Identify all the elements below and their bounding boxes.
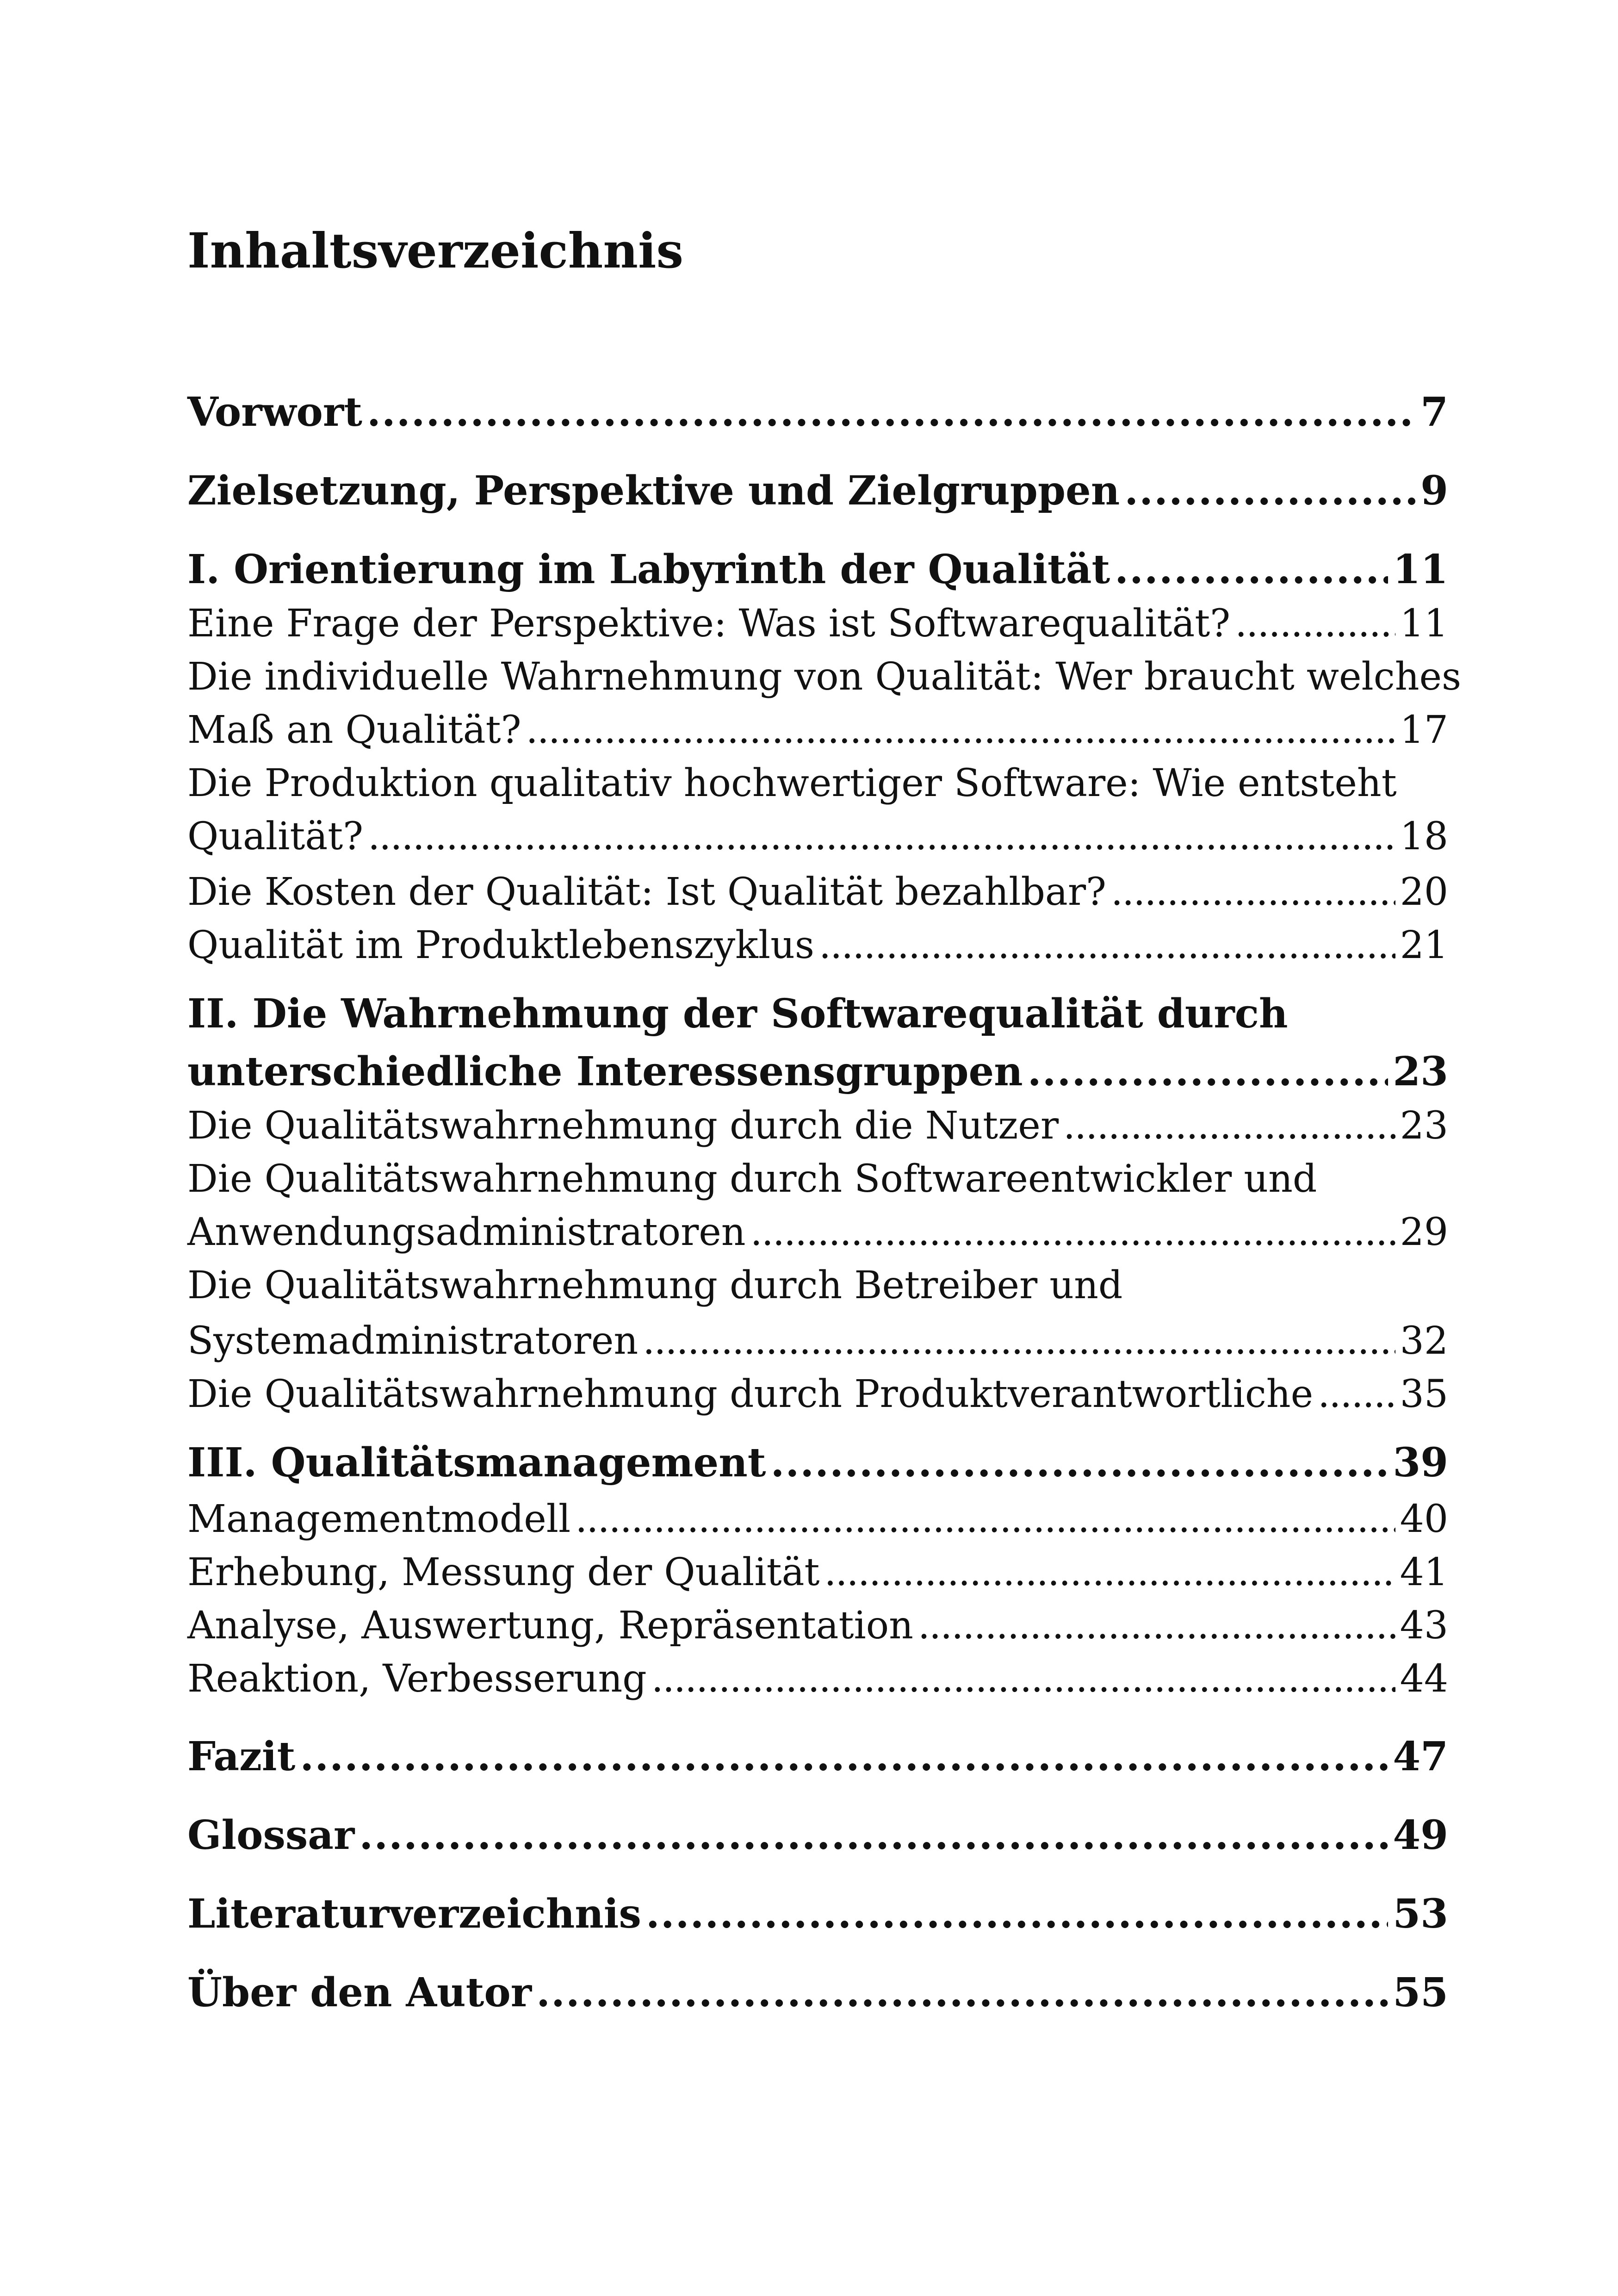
toc-page-number: 21 — [1400, 923, 1448, 967]
toc-chapter-entry — [187, 546, 1448, 593]
toc-page-number: 41 — [1400, 1550, 1448, 1594]
toc-page-number: 44 — [1400, 1657, 1448, 1701]
toc-entry-title: Glossar — [187, 1812, 355, 1859]
toc-page-number: 47 — [1393, 1733, 1448, 1780]
toc-entry-title: Qualität? — [187, 815, 364, 859]
toc-entry-title: Erhebung, Messung der Qualität — [187, 1550, 820, 1594]
toc-page-number: 39 — [1393, 1439, 1448, 1486]
toc-section-entry — [187, 1372, 1448, 1416]
toc-chapter-entry — [187, 389, 1448, 436]
dot-leader — [819, 923, 1395, 967]
dot-leader — [368, 815, 1395, 859]
toc-section-entry — [187, 1550, 1448, 1594]
dot-leader — [1111, 870, 1395, 914]
dot-leader — [643, 1319, 1395, 1363]
toc-section-entry — [187, 815, 1448, 859]
toc-page-number: 11 — [1393, 546, 1448, 593]
dot-leader — [824, 1550, 1395, 1594]
toc-section-entry — [187, 1157, 1448, 1201]
toc-entry-title: Anwendungsadministratoren — [187, 1210, 746, 1254]
toc-entry-title: II. Die Wahrnehmung der Softwarequalität durch — [187, 990, 1288, 1037]
dot-leader — [646, 1891, 1388, 1937]
toc-page-number: 43 — [1400, 1604, 1448, 1648]
dot-leader — [1235, 602, 1395, 646]
toc-page-number: 9 — [1420, 467, 1448, 514]
toc-chapter-entry — [187, 1048, 1448, 1095]
dot-leader — [1028, 1048, 1389, 1095]
toc-section-entry — [187, 655, 1462, 699]
toc-entry-title: III. Qualitätsmanagement — [187, 1439, 766, 1486]
toc-section-entry — [187, 1210, 1448, 1254]
toc-entry-title: Die individuelle Wahrnehmung von Qualität: Wer braucht welches — [187, 655, 1462, 699]
toc-chapter-entry — [187, 1969, 1448, 2016]
dot-leader — [367, 389, 1416, 436]
toc-entry-title: unterschiedliche Interessensgruppen — [187, 1048, 1023, 1095]
toc-chapter-entry — [187, 1891, 1448, 1937]
toc-entry-title: Fazit — [187, 1733, 296, 1780]
toc-page-number: 35 — [1400, 1372, 1448, 1416]
dot-leader — [536, 1969, 1388, 2016]
toc-entry-title: Maß an Qualität? — [187, 708, 521, 752]
toc-chapter-entry — [187, 1812, 1448, 1859]
dot-leader — [1318, 1372, 1395, 1416]
dot-leader — [526, 708, 1395, 752]
toc-entry-title: Literaturverzeichnis — [187, 1891, 641, 1937]
toc-chapter-entry — [187, 990, 1448, 1037]
toc-section-entry — [187, 1657, 1448, 1701]
toc-entry-title: Systemadministratoren — [187, 1319, 639, 1363]
toc-entry-title: Über den Autor — [187, 1969, 532, 2016]
dot-leader — [359, 1812, 1388, 1859]
toc-entry-title: Reaktion, Verbesserung — [187, 1657, 647, 1701]
toc-page-number: 20 — [1400, 870, 1448, 914]
toc-page-number: 17 — [1400, 708, 1448, 752]
toc-entry-title: Qualität im Produktlebenszyklus — [187, 923, 814, 967]
toc-section-entry — [187, 1263, 1448, 1307]
dot-leader — [1063, 1104, 1395, 1148]
dot-leader — [1115, 546, 1388, 593]
dot-leader — [651, 1657, 1395, 1701]
toc-page-number: 18 — [1400, 815, 1448, 859]
toc-section-entry — [187, 923, 1448, 967]
toc-page-number: 23 — [1400, 1104, 1448, 1148]
toc-page-number: 49 — [1393, 1812, 1448, 1859]
toc-section-entry — [187, 870, 1448, 914]
toc-section-entry — [187, 761, 1448, 805]
toc-chapter-entry — [187, 1439, 1448, 1486]
dot-leader — [918, 1604, 1395, 1648]
toc-entry-title: Die Qualitätswahrnehmung durch Softwareentwickler und — [187, 1157, 1317, 1201]
toc-page-number: 23 — [1393, 1048, 1448, 1095]
toc-page-number: 32 — [1400, 1319, 1448, 1363]
toc-page-number: 55 — [1393, 1969, 1448, 2016]
dot-leader — [300, 1733, 1388, 1780]
toc-section-entry — [187, 1104, 1448, 1148]
toc-page-number: 29 — [1400, 1210, 1448, 1254]
toc-section-entry — [187, 1497, 1448, 1541]
toc-entry-title: Vorwort — [187, 389, 362, 436]
dot-leader — [575, 1497, 1395, 1541]
toc-entry-title: Zielsetzung, Perspektive und Zielgruppen — [187, 467, 1120, 514]
toc-entry-title: Die Qualitätswahrnehmung durch Produktverantwortliche — [187, 1372, 1314, 1416]
toc-chapter-entry — [187, 467, 1448, 514]
page-title: Inhaltsverzeichnis — [187, 222, 684, 279]
toc-section-entry — [187, 1319, 1448, 1363]
table-of-contents — [187, 0, 1462, 2296]
toc-entry-title: Die Produktion qualitativ hochwertiger Software: Wie entsteht — [187, 761, 1397, 805]
toc-entry-title: Analyse, Auswertung, Repräsentation — [187, 1604, 913, 1648]
toc-page-number: 11 — [1400, 602, 1448, 646]
toc-entry-title: Die Qualitätswahrnehmung durch die Nutzer — [187, 1104, 1059, 1148]
toc-entry-title: I. Orientierung im Labyrinth der Qualität — [187, 546, 1110, 593]
dot-leader — [1124, 467, 1416, 514]
toc-section-entry — [187, 1604, 1448, 1648]
toc-chapter-entry — [187, 1733, 1448, 1780]
toc-entry-title: Die Kosten der Qualität: Ist Qualität bezahlbar? — [187, 870, 1106, 914]
dot-leader — [750, 1210, 1395, 1254]
toc-entry-title: Die Qualitätswahrnehmung durch Betreiber und — [187, 1263, 1123, 1307]
toc-page-number: 53 — [1393, 1891, 1448, 1937]
toc-entry-title: Managementmodell — [187, 1497, 571, 1541]
toc-section-entry — [187, 708, 1448, 752]
toc-entry-title: Eine Frage der Perspektive: Was ist Softwarequalität? — [187, 602, 1231, 646]
dot-leader — [770, 1439, 1388, 1486]
toc-page-number: 7 — [1420, 389, 1448, 436]
toc-section-entry — [187, 602, 1448, 646]
toc-page-number: 40 — [1400, 1497, 1448, 1541]
